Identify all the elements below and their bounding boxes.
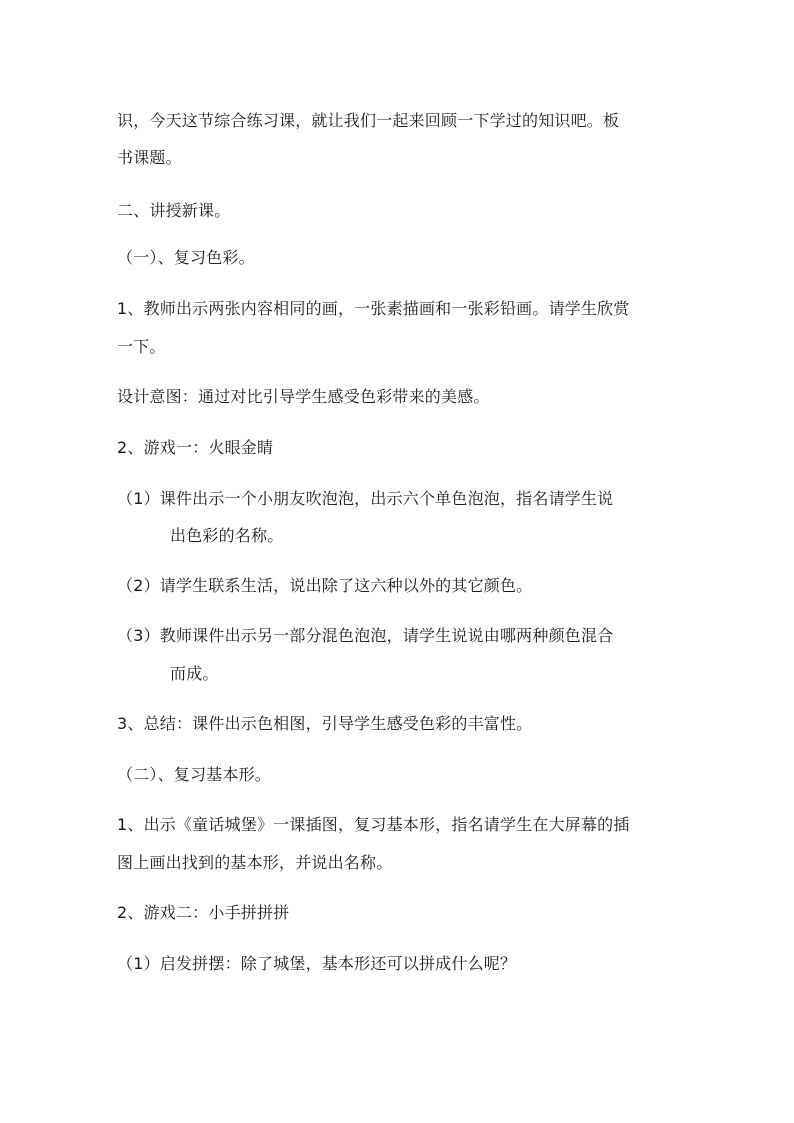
paragraph-line: 1、出示《童话城堡》一课插图，复习基本形，指名请学生在大屏幕的插 xyxy=(117,815,630,834)
list-item: （3）教师课件出示另一部分混色泡泡，请学生说说由哪两种颜色混合 xyxy=(117,626,614,645)
list-item: （1）课件出示一个小朋友吹泡泡，出示六个单色泡泡，指名请学生说 xyxy=(117,489,614,508)
list-item-continuation: 而成。 xyxy=(170,664,219,683)
design-intent-line: 设计意图：通过对比引导学生感受色彩带来的美感。 xyxy=(117,387,490,406)
paragraph-line: 一下。 xyxy=(117,337,166,356)
subsection-heading: （一）、复习色彩。 xyxy=(117,248,255,267)
paragraph-line: 2、游戏一：火眼金睛 xyxy=(117,438,274,457)
paragraph-line: 图上画出找到的基本形，并说出名称。 xyxy=(117,853,393,872)
list-item: （1）启发拼摆：除了城堡，基本形还可以拼成什么呢？ xyxy=(117,954,517,973)
paragraph-line: 3、总结：课件出示色相图，引导学生感受色彩的丰富性。 xyxy=(117,714,533,733)
paragraph-line: 书课题。 xyxy=(117,148,182,167)
subsection-heading: （二）、复习基本形。 xyxy=(117,765,272,784)
paragraph-line: 识，今天这节综合练习课，就让我们一起来回顾一下学过的知识吧。板 xyxy=(117,111,620,130)
list-item: （2）请学生联系生活，说出除了这六种以外的其它颜色。 xyxy=(117,576,533,595)
paragraph-line: 1、教师出示两张内容相同的画，一张素描画和一张彩铅画。请学生欣赏 xyxy=(117,299,630,318)
list-item-continuation: 出色彩的名称。 xyxy=(170,526,284,545)
section-heading: 二、讲授新课。 xyxy=(117,201,231,220)
paragraph-line: 2、游戏二：小手拼拼拼 xyxy=(117,903,290,922)
